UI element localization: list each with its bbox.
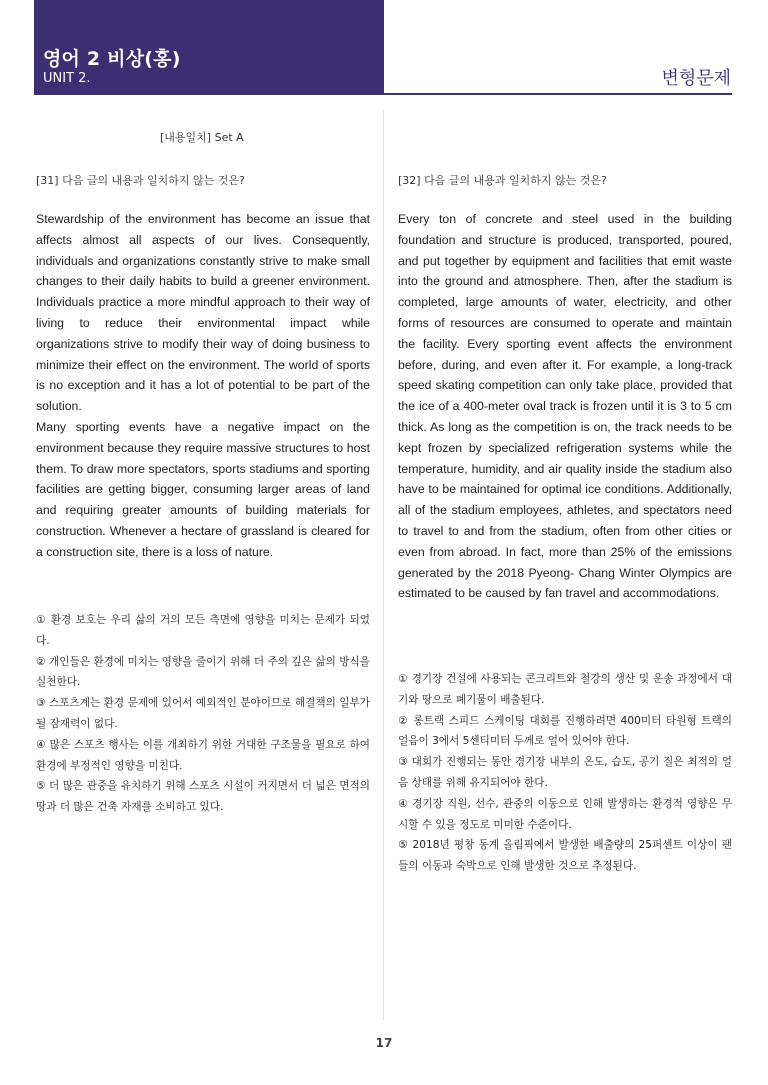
document-type-label: 변형문제 <box>661 68 731 89</box>
answer-option: ⑤ 2018년 평창 동계 올림픽에서 발생한 배출량의 25퍼센트 이상이 팬들의 이동과 숙박으로 인해 발생한 것으로 추정된다. <box>398 839 732 873</box>
passage-paragraph: Stewardship of the environment has become an issue that affects almost all aspects of our lives. Consequently, individuals and organizations constantly strive to make small changes to their daily habits to build a greener environment. Individuals practice a more mindful approach to their way of living to reduce their environmental impact while organizations strive to modify their way of doing business to minimize their effect on the environment. The world of sports is no exception and it has a lot of potential to be part of the solution. <box>36 212 370 414</box>
answer-option: ⑤ 더 많은 관중을 유치하기 위해 스포츠 시설이 커지면서 더 넓은 면적의 땅과 더 많은 건축 자재를 소비하고 있다. <box>36 780 370 814</box>
passage-32 <box>398 209 732 604</box>
page-number: 17 <box>375 1036 393 1050</box>
answer-option: ④ 경기장 직원, 선수, 관중의 이동으로 인해 발생하는 환경적 영향은 무시할 수 있을 정도로 미미한 수준이다. <box>398 797 732 831</box>
book-title: 영어 2 비상(홍) <box>43 48 181 70</box>
passage-paragraph: Every ton of concrete and steel used in the building foundation and structure is produced, transported, poured, and put together by equipment and facilities that emit waste into the ground and atmosphere. Then, after the stadium is completed, large amounts of water, electricity, and other forms of resources are consumed to operate and maintain the facility. Every sporting event affects the environment before, during, and even after it. For example, a long-track speed skating competition can only take place, provided that the ice of a 400-meter oval track is frozen until it is 3 to 5 cm thick. As long as the competition is on, the track needs to be kept frozen by specialized refrigeration systems while the temperature, humidity, and air quality inside the stadium also have to be maintained for optimal ice conditions. Additionally, all of the stadium employees, athletes, and spectators need to travel to and from the stadium, often from other cities or even from abroad. In fact, more than 25% of the emissions generated by the 2018 Pyeong- Chang Winter Olympics are estimated to be caused by fan travel and accommodations. <box>398 212 732 601</box>
answer-options-32 <box>398 669 732 877</box>
passage-paragraph: Many sporting events have a negative impact on the environment because they require massive structures to host them. To draw more spectators, sports stadiums and sporting facilities are getting bigger, consuming larger areas of land and requiring greater amounts of building materials for construction. Whenever a hectare of grassland is cleared for a construction site, there is a loss of nature. <box>36 419 370 559</box>
answer-option: ② 롱트랙 스피드 스케이팅 대회를 진행하려면 400미터 타원형 트랙의 얼음이 3에서 5센티미터 두께로 얼어 있어야 한다. <box>398 714 732 748</box>
answer-option: ③ 대회가 진행되는 동안 경기장 내부의 온도, 습도, 공기 질은 최적의 얼음 상태를 위해 유지되어야 한다. <box>398 756 732 789</box>
passage-31 <box>36 209 370 563</box>
answer-option: ② 개인들은 환경에 미치는 영향을 줄이기 위해 더 주의 깊은 삶의 방식을 실천한다. <box>36 655 370 689</box>
answer-option: ③ 스포츠계는 환경 문제에 있어서 예외적인 분야이므로 해결책의 일부가 될 잠재력이 없다. <box>36 697 370 730</box>
question-31: [31] 다음 글의 내용과 일치하지 않는 것은? <box>36 174 245 187</box>
answer-option: ① 환경 보호는 우리 삶의 거의 모든 측면에 영향을 미치는 문제가 되었다. <box>36 614 370 647</box>
header-divider <box>34 93 732 95</box>
answer-options-31 <box>36 610 370 818</box>
answer-option: ① 경기장 건설에 사용되는 콘크리트와 철강의 생산 및 운송 과정에서 대기와 땅으로 폐기물이 배출된다. <box>398 673 732 706</box>
unit-label: UNIT 2. <box>43 71 91 86</box>
answer-option: ④ 많은 스포츠 행사는 이를 개최하기 위한 거대한 구조물을 필요로 하여 환경에 부정적인 영향을 미친다. <box>36 738 370 772</box>
set-title: [내용일치] Set A <box>160 131 244 144</box>
column-divider <box>383 110 384 1020</box>
question-32: [32] 다음 글의 내용과 일치하지 않는 것은? <box>398 174 607 187</box>
